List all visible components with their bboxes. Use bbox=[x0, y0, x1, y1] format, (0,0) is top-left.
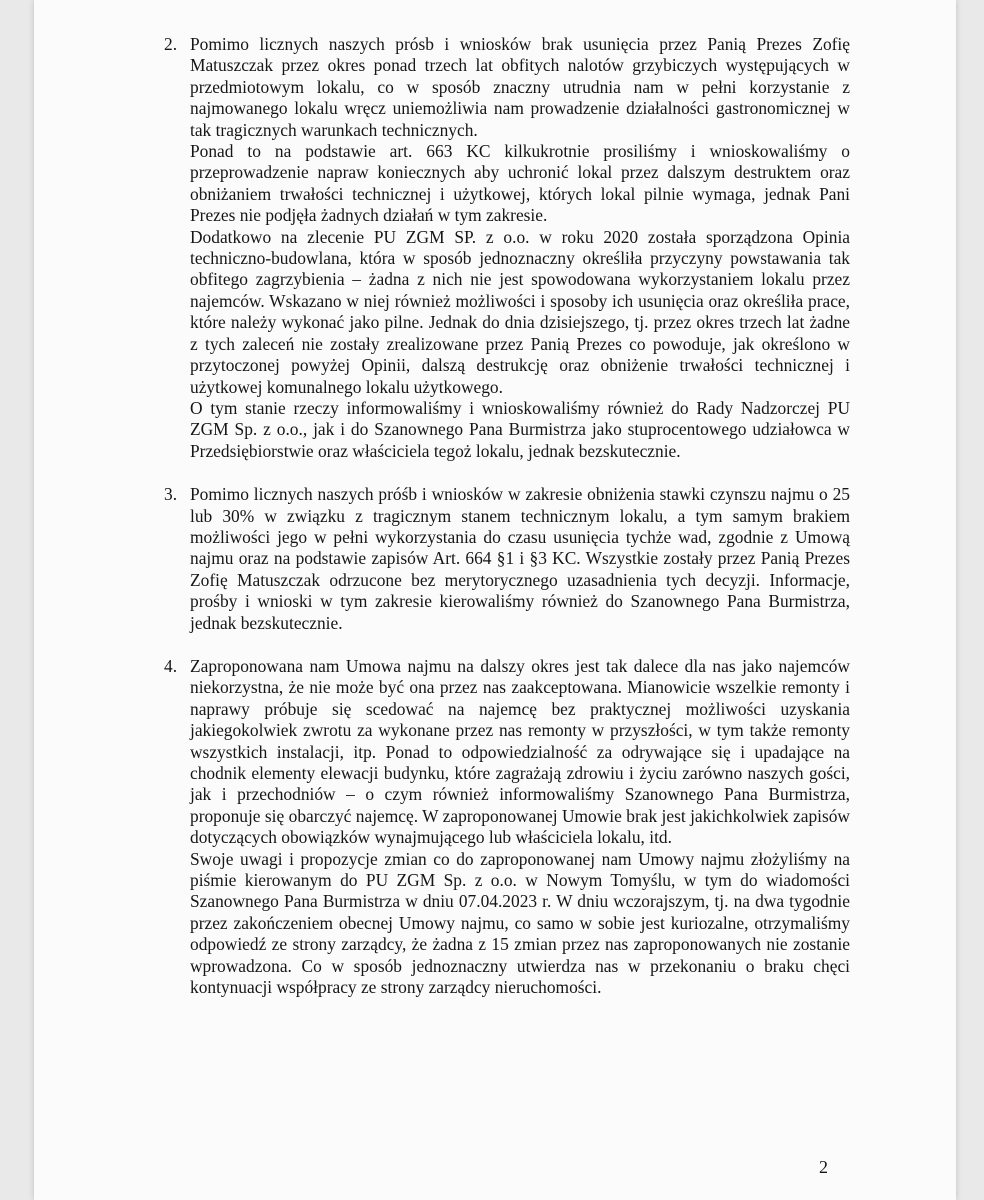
list-item-4 bbox=[164, 655, 850, 999]
paragraph: Dodatkowo na zlecenie PU ZGM SP. z o.o. w roku 2020 została sporządzona Opinia techniczno-budowlana, która w sposób jednoznaczny określiła przyczyny powstawania tak obfitego zagrzybienia – żadna z nich nie jest spowodowana wykorzystaniem lokalu przez najemców. Wskazano w niej również możliwości i sposoby ich usunięcia oraz określiła prace, które należy wykonać jako pilne. Jednak do dnia dzisiejszego, tj. przez okres trzech lat żadne z tych zaleceń nie zostały zrealizowane przez Panią Prezes co powoduje, jak określono w przytoczonej powyżej Opinii, dalszą destrukcję oraz obniżenie trwałości technicznej i użytkowej komunalnego lokalu użytkowego. bbox=[190, 226, 850, 397]
item-number: 3. bbox=[164, 484, 178, 505]
paragraph: Zaproponowana nam Umowa najmu na dalszy okres jest tak dalece dla nas jako najemców niekorzystna, że nie może być ona przez nas zaakceptowana. Mianowicie wszelkie remonty i naprawy próbuje się scedować na najemcę bez praktycznej możliwości uzyskania jakiegokolwiek zwrotu za wykonane przez nas remonty w przyszłości, w tym także remonty wszystkich instalacji, itp. Ponad to odpowiedzialność za odrywające się i upadające na chodnik elementy elewacji budynku, które zagrażają zdrowiu i życiu zarówno naszych gości, jak i przechodniów – o czym również informowaliśmy Szanownego Pana Burmistrza, proponuje się obarczyć najemcę. W zaproponowanej Umowie brak jest jakichkolwiek zapisów dotyczących obowiązków wynajmującego lub właściciela lokalu, itd. bbox=[190, 655, 850, 848]
page-number: 2 bbox=[819, 1157, 828, 1177]
item-number: 2. bbox=[164, 34, 178, 54]
paragraph: O tym stanie rzeczy informowaliśmy i wnioskowaliśmy również do Rady Nadzorczej PU ZGM Sp. z o.o., jak i do Szanownego Pana Burmistrza jako stuprocentowego udziałowca w Przedsiębiorstwie oraz właściciela tegoż lokalu, jednak bezskutecznie. bbox=[190, 397, 850, 461]
item-number: 4. bbox=[164, 655, 178, 676]
list-item-2 bbox=[164, 34, 850, 462]
paragraph: Pomimo licznych naszych próśb i wniosków w zakresie obniżenia stawki czynszu najmu o 25 lub 30% w związku z tragicznym stanem technicznym lokalu, a tym samym brakiem możliwości jego w pełni wykorzystania do czasu usunięcia tychże wad, zgodnie z Umową najmu oraz na podstawie zapisów Art. 664 §1 i §3 KC. Wszystkie zostały przez Panią Prezes Zofię Matuszczak odrzucone bez merytorycznego uzasadnienia tych decyzji. Informacje, prośby i wnioski w tym zakresie kierowaliśmy również do Szanownego Pana Burmistrza, jednak bezskutecznie. bbox=[190, 484, 850, 633]
paragraph: Pomimo licznych naszych prósb i wniosków brak usunięcia przez Panią Prezes Zofię Matuszczak przez okres ponad trzech lat obfitych nalotów grzybiczych występujących w przedmiotowym lokalu, co w sposób znaczny utrudnia nam w pełni korzystanie z najmowanego lokalu wręcz uniemożliwia nam prowadzenie działalności gastronomicznej w tak tragicznych warunkach technicznych. bbox=[190, 34, 850, 140]
paragraph: Ponad to na podstawie art. 663 KC kilkukrotnie prosiliśmy i wnioskowaliśmy o przeprowadzenie napraw koniecznych aby uchronić lokal przez dalszym destruktem oraz obniżaniem trwałości technicznej i użytkowej, których lokal pilnie wymaga, jednak Pani Prezes nie podjęła żadnych działań w tym zakresie. bbox=[190, 141, 850, 226]
document-body bbox=[164, 34, 850, 1020]
document-page bbox=[34, 0, 956, 1200]
list-item-3 bbox=[164, 484, 850, 634]
paragraph: Swoje uwagi i propozycje zmian co do zaproponowanej nam Umowy najmu złożyliśmy na piśmie kierowanym do PU ZGM Sp. z o.o. w Nowym Tomyślu, w tym do wiadomości Szanownego Pana Burmistrza w dniu 07.04.2023 r. W dniu wczorajszym, tj. na dwa tygodnie przez zakończeniem obecnej Umowy najmu, co samo w sobie jest kuriozalne, otrzymaliśmy odpowiedź ze strony zarządcy, że żadna z 15 zmian przez nas zaproponowanych nie zostanie wprowadzona. Co w sposób jednoznaczny utwierdza nas w przekonaniu o braku chęci kontynuacji współpracy ze strony zarządcy nieruchomości. bbox=[190, 848, 850, 998]
